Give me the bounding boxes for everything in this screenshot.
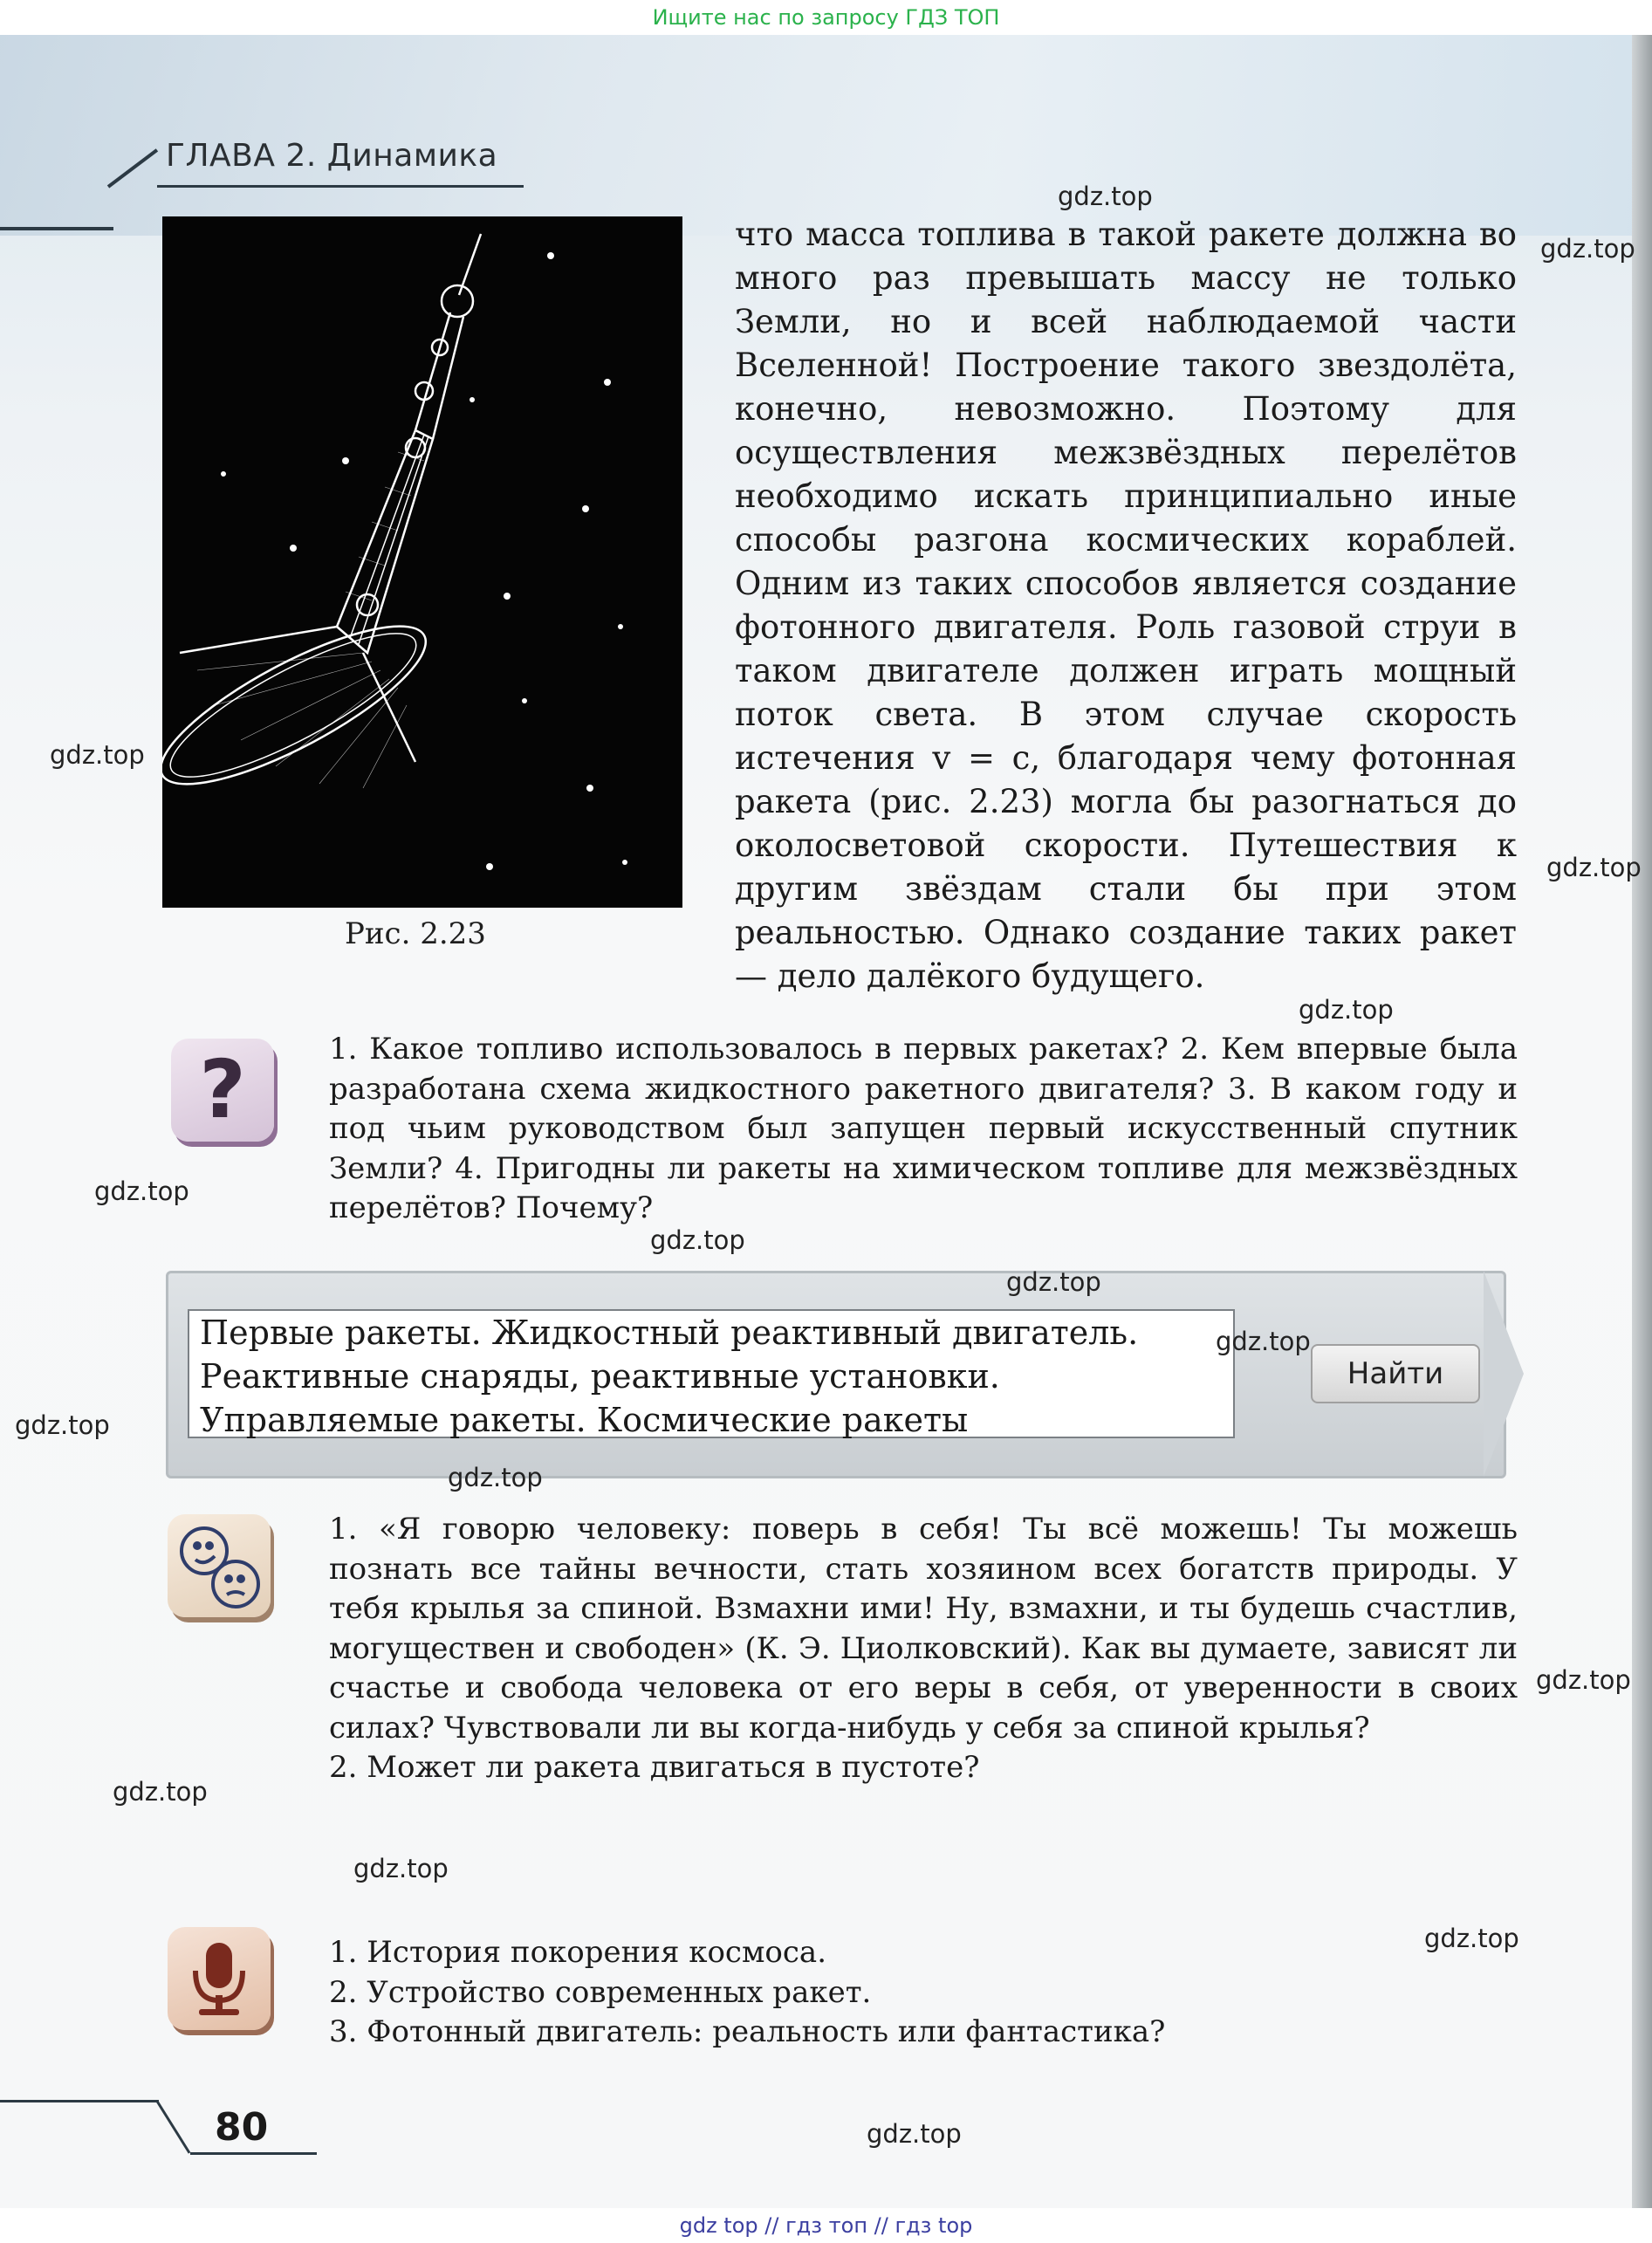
watermark: gdz.top — [1299, 995, 1394, 1025]
main-paragraph: что масса топлива в такой ракете должна во много раз превышать массу не только Земли, но и всей наблюдаемой части Вселенной! Построение такого звездолёта, конечно, невозможно. Поэтому для осуществления межзвёздных перелётов необходимо искать принципиально иные способы разгона космических кораблей. Одним из таких способов является создание фотонного двигателя. Роль газовой струи в таком двигателе должен играть мощный поток света. В этом случае скорость истечения v = c, благодаря чему фотонная ракета (рис. 2.23) могла бы разогнаться до околосветовой скорости. Путешествия к другим звёздам стали бы при этом реальностью. Однако создание таких ракет — дело далёкого будущего. — [735, 216, 1517, 995]
search-line: Первые ракеты. Жидкостный реактивный двигатель. — [200, 1314, 1139, 1352]
search-line: Управляемые ракеты. Космические ракеты — [200, 1401, 969, 1439]
watermark: gdz.top — [1058, 182, 1153, 211]
watermark: gdz.top — [867, 2119, 962, 2149]
report-topics-icon — [168, 1927, 271, 2030]
chapter-title: ГЛАВА 2. Динамика — [166, 138, 498, 174]
watermark: gdz.top — [448, 1463, 543, 1492]
photon-rocket-drawing — [162, 216, 682, 908]
upper-mast — [415, 312, 450, 430]
search-panel-arrow — [1484, 1271, 1524, 1477]
watermark: gdz.top — [650, 1225, 745, 1255]
watermark: gdz.top — [94, 1176, 189, 1206]
discussion-item: 2. Может ли ракета двигаться в пустоте? — [329, 1750, 980, 1785]
topic-item: 2. Устройство современных ракет. — [329, 1974, 872, 2010]
top-sphere — [442, 285, 473, 317]
figure-caption: Рис. 2.23 — [345, 916, 486, 951]
page-number: 80 — [215, 2105, 269, 2150]
report-topics — [329, 1933, 1518, 2053]
page-edge — [1632, 35, 1652, 2208]
watermark: gdz.top — [353, 1854, 449, 1883]
watermark: gdz.top — [1546, 853, 1642, 882]
header-line — [0, 227, 113, 230]
base-sphere — [357, 594, 378, 615]
topic-item: 3. Фотонный двигатель: реальность или фантастика? — [329, 2014, 1166, 2049]
watermark: gdz.top — [1216, 1327, 1311, 1356]
find-button[interactable]: Найти — [1311, 1344, 1480, 1403]
stars — [221, 252, 627, 870]
topic-item: 1. История покорения космоса. — [329, 1935, 827, 1970]
watermark: gdz.top — [1006, 1267, 1101, 1297]
tower-line — [359, 436, 428, 644]
photon-rocket-figure — [162, 216, 682, 908]
dish-inner-rim — [162, 610, 431, 801]
questions-icon — [171, 1039, 274, 1142]
upper-mast — [433, 317, 463, 439]
footer-rule — [190, 2152, 317, 2155]
dish-rim — [162, 599, 444, 812]
footer-rule — [0, 2100, 159, 2102]
watermark: gdz.top — [15, 1410, 110, 1440]
search-keywords-field[interactable] — [188, 1309, 1235, 1438]
watermark: gdz.top — [1540, 234, 1635, 264]
top-banner[interactable]: Ищите нас по запросу ГДЗ ТОП — [0, 0, 1652, 35]
mesh-lines — [197, 452, 424, 788]
discussion-block — [329, 1510, 1518, 1788]
watermark: gdz.top — [50, 740, 145, 770]
microphone-icon — [168, 1927, 271, 2030]
faces-icon — [168, 1514, 271, 1617]
discussion-icon — [168, 1514, 271, 1617]
watermark: gdz.top — [1424, 1924, 1519, 1953]
watermark: gdz.top — [1536, 1665, 1631, 1695]
search-line: Реактивные снаряды, реактивные установки. — [200, 1357, 1000, 1396]
question-mark-icon: ? — [199, 1043, 246, 1136]
header-rule — [157, 185, 524, 188]
tower-line — [350, 435, 424, 638]
bottom-banner[interactable]: gdz top // гдз топ // гдз top — [0, 2208, 1652, 2243]
discussion-item: 1. «Я говорю человеку: поверь в себя! Ты всё можешь! Ты можешь познать все тайны вечности, стать хозяином всех богатств природы. У тебя крылья за спиной. Взмахни ими! Ну, взмахни, и ты будешь счастлив, могуществен и свободен» (К. Э. Циолковский). Как вы думаете, зависят ли счастье и свобода человека от его веры в себя, от уверенности в своих силах? Чувствовали ли вы когда-нибудь у себя за спиной крылья? — [329, 1512, 1518, 1746]
watermark: gdz.top — [113, 1777, 208, 1807]
review-questions: 1. Какое топливо использовалось в первых ракетах? 2. Кем впервые была разработана схема жидкостного ракетного двигателя? 3. В каком году и под чьим руководством был запущен первый искусственный спутник Земли? 4. Пригодны ли ракеты на химическом топливе для межзвёздных перелётов? Почему? — [329, 1032, 1518, 1225]
header-band — [0, 35, 1652, 236]
